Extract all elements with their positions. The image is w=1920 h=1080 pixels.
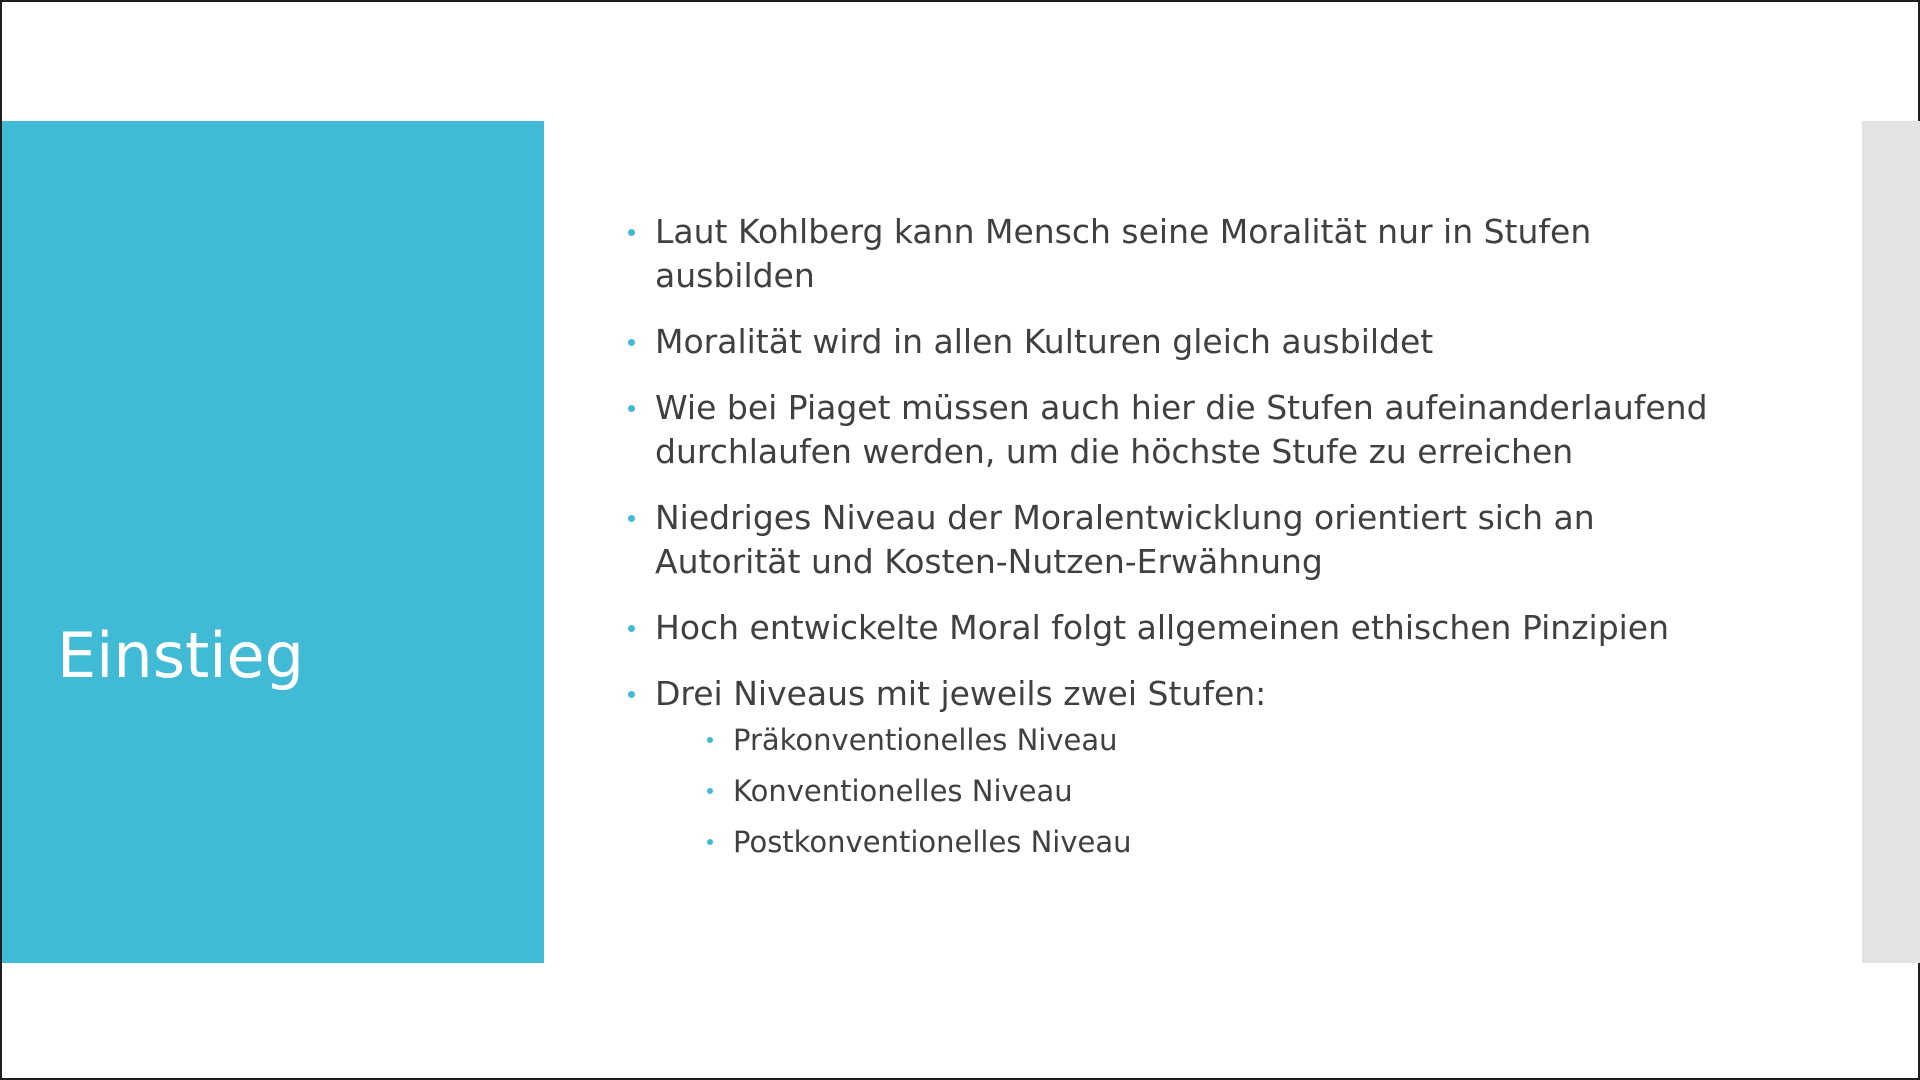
bullet-text-continued: durchlaufen werden, um die höchste Stufe zu erreichen [655, 432, 1574, 471]
bullet-text: Moralität wird in allen Kulturen gleich ausbildet [655, 322, 1434, 361]
bullet-item [622, 606, 1822, 650]
bullet-text: Drei Niveaus mit jeweils zwei Stufen: [655, 674, 1267, 713]
side-strip [1862, 121, 1920, 963]
sub-bullet-item [701, 822, 1822, 862]
sub-bullet-dot-icon [707, 788, 713, 794]
sub-bullet-list [655, 720, 1822, 862]
sub-bullet-dot-icon [707, 839, 713, 845]
bullet-dot-icon [628, 625, 635, 632]
sub-bullet-text: Postkonventionelles Niveau [733, 825, 1132, 859]
bullet-text-continued: ausbilden [655, 256, 815, 295]
slide-title: Einstieg [57, 619, 305, 692]
bullet-text: Niedriges Niveau der Moralentwicklung orientiert sich an [655, 498, 1595, 537]
bullet-text: Wie bei Piaget müssen auch hier die Stufen aufeinanderlaufend [655, 388, 1708, 427]
bullet-item [622, 320, 1822, 364]
bullet-item [622, 210, 1822, 298]
sub-bullet-item [701, 771, 1822, 811]
bullet-text: Laut Kohlberg kann Mensch seine Moralität nur in Stufen [655, 212, 1592, 251]
bullet-dot-icon [628, 229, 635, 236]
bullet-item [622, 496, 1822, 584]
content-area [622, 210, 1822, 884]
bullet-dot-icon [628, 691, 635, 698]
sub-bullet-text: Präkonventionelles Niveau [733, 723, 1118, 757]
bullet-dot-icon [628, 405, 635, 412]
bullet-text: Hoch entwickelte Moral folgt allgemeinen ethischen Pinzipien [655, 608, 1670, 647]
title-panel [2, 121, 544, 963]
sub-bullet-item [701, 720, 1822, 760]
bullet-item [622, 386, 1822, 474]
bullet-text-continued: Autorität und Kosten-Nutzen-Erwähnung [655, 542, 1323, 581]
bullet-dot-icon [628, 515, 635, 522]
bullet-list [622, 210, 1822, 862]
sub-bullet-text: Konventionelles Niveau [733, 774, 1073, 808]
sub-bullet-dot-icon [707, 737, 713, 743]
bullet-item [622, 672, 1822, 862]
bullet-dot-icon [628, 339, 635, 346]
